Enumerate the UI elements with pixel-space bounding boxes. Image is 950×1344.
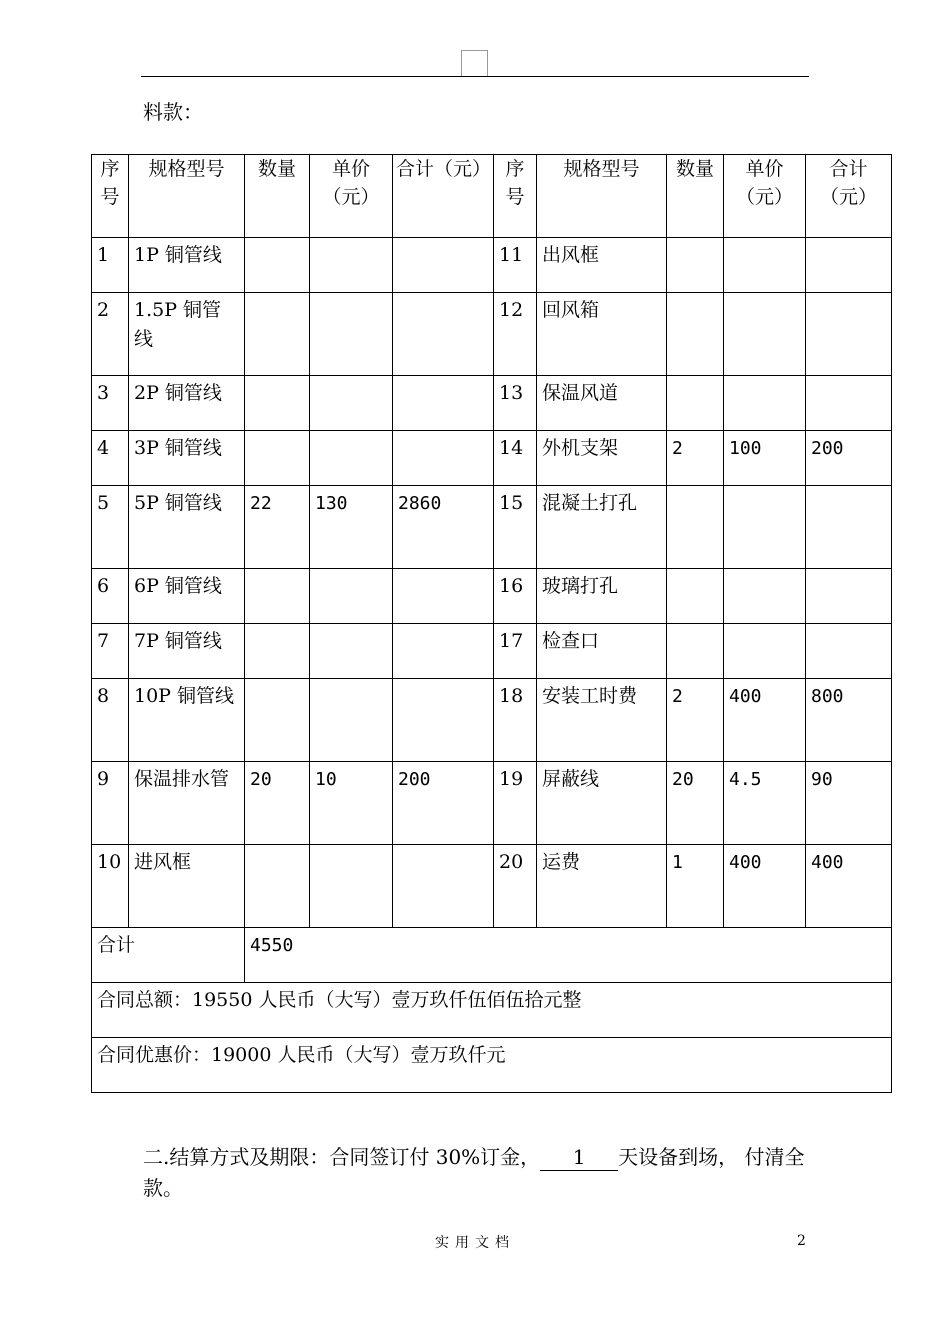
materials-table: [91, 154, 892, 1093]
row-number: 14: [494, 431, 537, 486]
item-model: 外机支架: [537, 431, 667, 486]
item-quantity: [245, 376, 310, 431]
sum-label: 合计: [92, 928, 245, 983]
item-model: 10P 铜管线: [129, 679, 245, 762]
item-model: 1.5P 铜管线: [129, 293, 245, 376]
item-unit-price: [310, 238, 393, 293]
item-total: [806, 624, 892, 679]
item-unit-price: [724, 624, 806, 679]
item-total: [393, 679, 494, 762]
item-model: 出风框: [537, 238, 667, 293]
item-unit-price: 4.5: [724, 762, 806, 845]
item-total: [806, 569, 892, 624]
item-quantity: [245, 569, 310, 624]
item-quantity: [667, 486, 724, 569]
header-unit-price: 单价（元）: [310, 155, 393, 238]
table-row: [92, 376, 892, 431]
item-total: [393, 569, 494, 624]
item-model: 安装工时费: [537, 679, 667, 762]
item-quantity: 22: [245, 486, 310, 569]
sum-value: 4550: [245, 928, 892, 983]
contract-total: 合同总额：19550 人民币（大写）壹万玖仟伍佰伍拾元整: [92, 983, 892, 1038]
header-no: 序号: [92, 155, 129, 238]
item-unit-price: [310, 569, 393, 624]
row-number: 17: [494, 624, 537, 679]
row-number: 5: [92, 486, 129, 569]
table-row: [92, 569, 892, 624]
item-model: 检查口: [537, 624, 667, 679]
item-quantity: 20: [245, 762, 310, 845]
row-number: 15: [494, 486, 537, 569]
item-model: 6P 铜管线: [129, 569, 245, 624]
item-model: 1P 铜管线: [129, 238, 245, 293]
row-number: 7: [92, 624, 129, 679]
item-unit-price: 400: [724, 845, 806, 928]
contract-total-row: [92, 983, 892, 1038]
row-number: 16: [494, 569, 537, 624]
item-unit-price: [310, 293, 393, 376]
page-number: 2: [797, 1233, 806, 1249]
item-model: 保温风道: [537, 376, 667, 431]
item-total: [393, 238, 494, 293]
item-total: [393, 845, 494, 928]
row-number: 12: [494, 293, 537, 376]
item-quantity: 1: [667, 845, 724, 928]
table-row: [92, 486, 892, 569]
table-row: [92, 431, 892, 486]
item-model: 混凝土打孔: [537, 486, 667, 569]
item-total: [393, 293, 494, 376]
item-unit-price: [724, 486, 806, 569]
item-quantity: [245, 238, 310, 293]
header-box: [461, 50, 488, 77]
row-number: 13: [494, 376, 537, 431]
row-number: 9: [92, 762, 129, 845]
item-quantity: [667, 569, 724, 624]
table-header-row: [92, 155, 892, 238]
item-quantity: [245, 431, 310, 486]
item-model: 7P 铜管线: [129, 624, 245, 679]
item-total: 200: [393, 762, 494, 845]
header-unit-price: 单价（元）: [724, 155, 806, 238]
item-model: 保温排水管: [129, 762, 245, 845]
item-quantity: [667, 624, 724, 679]
item-model: 回风箱: [537, 293, 667, 376]
item-total: 90: [806, 762, 892, 845]
header-no: 序号: [494, 155, 537, 238]
header-total: 合计（元）: [806, 155, 892, 238]
row-number: 10: [92, 845, 129, 928]
row-number: 6: [92, 569, 129, 624]
header-rule: [141, 76, 809, 77]
row-number: 20: [494, 845, 537, 928]
item-quantity: [667, 293, 724, 376]
item-total: 800: [806, 679, 892, 762]
item-quantity: [245, 845, 310, 928]
item-total: [393, 624, 494, 679]
row-number: 3: [92, 376, 129, 431]
sum-row: [92, 928, 892, 983]
item-unit-price: 400: [724, 679, 806, 762]
header-qty: 数量: [667, 155, 724, 238]
discount-price: 合同优惠价：19000 人民币（大写）壹万玖仟元: [92, 1038, 892, 1093]
footer-text: 实用文档: [435, 1235, 515, 1251]
item-quantity: [667, 376, 724, 431]
header-model: 规格型号: [129, 155, 245, 238]
item-unit-price: [310, 431, 393, 486]
item-model: 运费: [537, 845, 667, 928]
item-quantity: [667, 238, 724, 293]
row-number: 11: [494, 238, 537, 293]
table-row: [92, 293, 892, 376]
item-model: 玻璃打孔: [537, 569, 667, 624]
item-unit-price: 10: [310, 762, 393, 845]
table-row: [92, 679, 892, 762]
item-total: 200: [806, 431, 892, 486]
row-number: 8: [92, 679, 129, 762]
item-total: [806, 293, 892, 376]
item-unit-price: [724, 238, 806, 293]
discount-price-row: [92, 1038, 892, 1093]
row-number: 4: [92, 431, 129, 486]
settlement-text-after: 天设备到场， 付清全款。: [143, 1145, 805, 1200]
item-total: [806, 376, 892, 431]
header-total: 合计（元）: [393, 155, 494, 238]
row-number: 2: [92, 293, 129, 376]
header-qty: 数量: [245, 155, 310, 238]
item-model: 进风框: [129, 845, 245, 928]
table-row: [92, 845, 892, 928]
item-quantity: 20: [667, 762, 724, 845]
settlement-days-blank: 1: [540, 1144, 618, 1171]
item-unit-price: 100: [724, 431, 806, 486]
row-number: 19: [494, 762, 537, 845]
item-quantity: 2: [667, 679, 724, 762]
item-unit-price: [310, 679, 393, 762]
item-total: 400: [806, 845, 892, 928]
item-quantity: [245, 293, 310, 376]
item-total: [393, 376, 494, 431]
item-quantity: [245, 679, 310, 762]
header-model: 规格型号: [537, 155, 667, 238]
item-total: [393, 431, 494, 486]
item-total: [806, 486, 892, 569]
item-unit-price: [310, 624, 393, 679]
table-row: [92, 762, 892, 845]
item-unit-price: [310, 376, 393, 431]
row-number: 18: [494, 679, 537, 762]
section-heading: 料款：: [143, 100, 203, 124]
item-total: [806, 238, 892, 293]
table-row: [92, 238, 892, 293]
item-unit-price: [724, 293, 806, 376]
item-quantity: [245, 624, 310, 679]
item-quantity: 2: [667, 431, 724, 486]
item-unit-price: [724, 376, 806, 431]
table-row: [92, 624, 892, 679]
item-model: 屏蔽线: [537, 762, 667, 845]
row-number: 1: [92, 238, 129, 293]
settlement-terms: [143, 1142, 813, 1204]
item-unit-price: [724, 569, 806, 624]
item-model: 5P 铜管线: [129, 486, 245, 569]
item-model: 2P 铜管线: [129, 376, 245, 431]
settlement-text-before: 二.结算方式及期限：合同签订付 30%订金，: [143, 1145, 541, 1169]
item-model: 3P 铜管线: [129, 431, 245, 486]
item-total: 2860: [393, 486, 494, 569]
item-unit-price: 130: [310, 486, 393, 569]
item-unit-price: [310, 845, 393, 928]
